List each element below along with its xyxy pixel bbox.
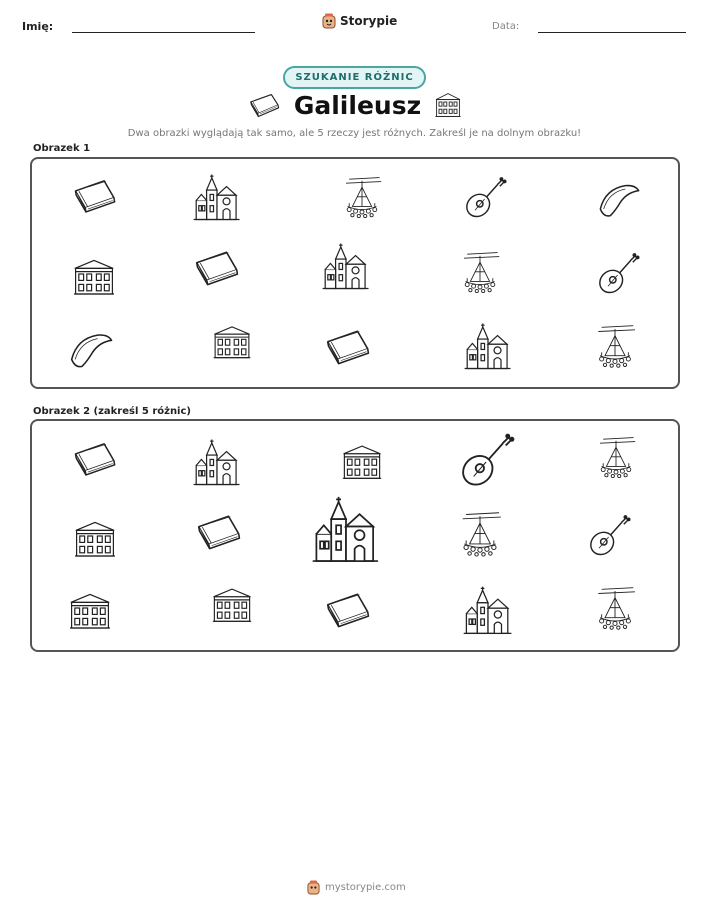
footer bbox=[307, 880, 406, 895]
storypie-mascot-icon bbox=[307, 880, 320, 895]
page-title: Galileusz bbox=[293, 90, 422, 120]
book-icon bbox=[246, 90, 282, 120]
picture-2-book-icon[interactable] bbox=[322, 584, 374, 636]
picture-2-lute-icon[interactable] bbox=[453, 431, 515, 493]
picture-2-cathedral-icon[interactable] bbox=[309, 492, 383, 566]
picture-2-book-icon[interactable] bbox=[193, 506, 245, 558]
picture-1-lute-icon[interactable] bbox=[592, 251, 640, 299]
picture-2-lute-icon[interactable] bbox=[583, 513, 631, 561]
date-line[interactable] bbox=[538, 32, 686, 33]
title-row bbox=[246, 90, 463, 120]
picture-2-building-icon[interactable] bbox=[339, 440, 385, 486]
picture-2-cathedral-icon[interactable] bbox=[191, 436, 243, 488]
picture-1-cathedral-icon[interactable] bbox=[320, 240, 372, 292]
picture-2-building-icon[interactable] bbox=[71, 516, 119, 564]
picture-2-chandelier-icon[interactable] bbox=[454, 511, 506, 563]
picture-1-cathedral-icon[interactable] bbox=[191, 171, 243, 223]
building-icon bbox=[433, 91, 463, 119]
picture-2-chandelier-icon[interactable] bbox=[590, 586, 640, 636]
picture-1-book-icon[interactable] bbox=[191, 242, 243, 294]
picture-1-book-icon[interactable] bbox=[70, 171, 120, 221]
picture-2-chandelier-icon[interactable] bbox=[592, 436, 640, 484]
footer-site[interactable]: mystorypie.com bbox=[325, 882, 406, 893]
instructions-text: Dwa obrazki wyglądają tak samo, ale 5 rzeczy jest różnych. Zakreśl je na dolnym obrazku! bbox=[127, 128, 582, 139]
picture-1-lute-icon[interactable] bbox=[459, 175, 507, 223]
picture-1-building-icon[interactable] bbox=[70, 254, 118, 302]
picture-2-book-icon[interactable] bbox=[70, 434, 120, 484]
picture-1-building-icon[interactable] bbox=[210, 321, 254, 365]
name-line[interactable] bbox=[72, 32, 255, 33]
picture-2-building-icon[interactable] bbox=[66, 588, 114, 636]
name-label: Imię: bbox=[22, 20, 54, 33]
picture-1-chandelier-icon[interactable] bbox=[590, 324, 640, 374]
picture-1-cathedral-icon[interactable] bbox=[462, 320, 514, 372]
picture-2-label: Obrazek 2 (zakreśl 5 różnic) bbox=[33, 406, 191, 417]
picture-2-building-icon[interactable] bbox=[209, 583, 255, 629]
picture-1-label: Obrazek 1 bbox=[33, 143, 91, 154]
date-label: Data: bbox=[492, 21, 520, 32]
brand-name: Storypie bbox=[340, 14, 398, 28]
picture-1-book-icon[interactable] bbox=[322, 321, 374, 373]
picture-1-chandelier-icon[interactable] bbox=[338, 176, 386, 224]
picture-1-pendulum-bob-icon[interactable] bbox=[592, 174, 642, 224]
picture-1-pendulum-bob-icon[interactable] bbox=[63, 323, 115, 375]
brand-logo bbox=[322, 13, 397, 29]
picture-2-cathedral-icon[interactable] bbox=[461, 583, 515, 637]
storypie-mascot-icon bbox=[322, 13, 336, 29]
activity-type-badge: SZUKANIE RÓŻNIC bbox=[283, 66, 425, 89]
picture-1-chandelier-icon[interactable] bbox=[456, 251, 504, 299]
